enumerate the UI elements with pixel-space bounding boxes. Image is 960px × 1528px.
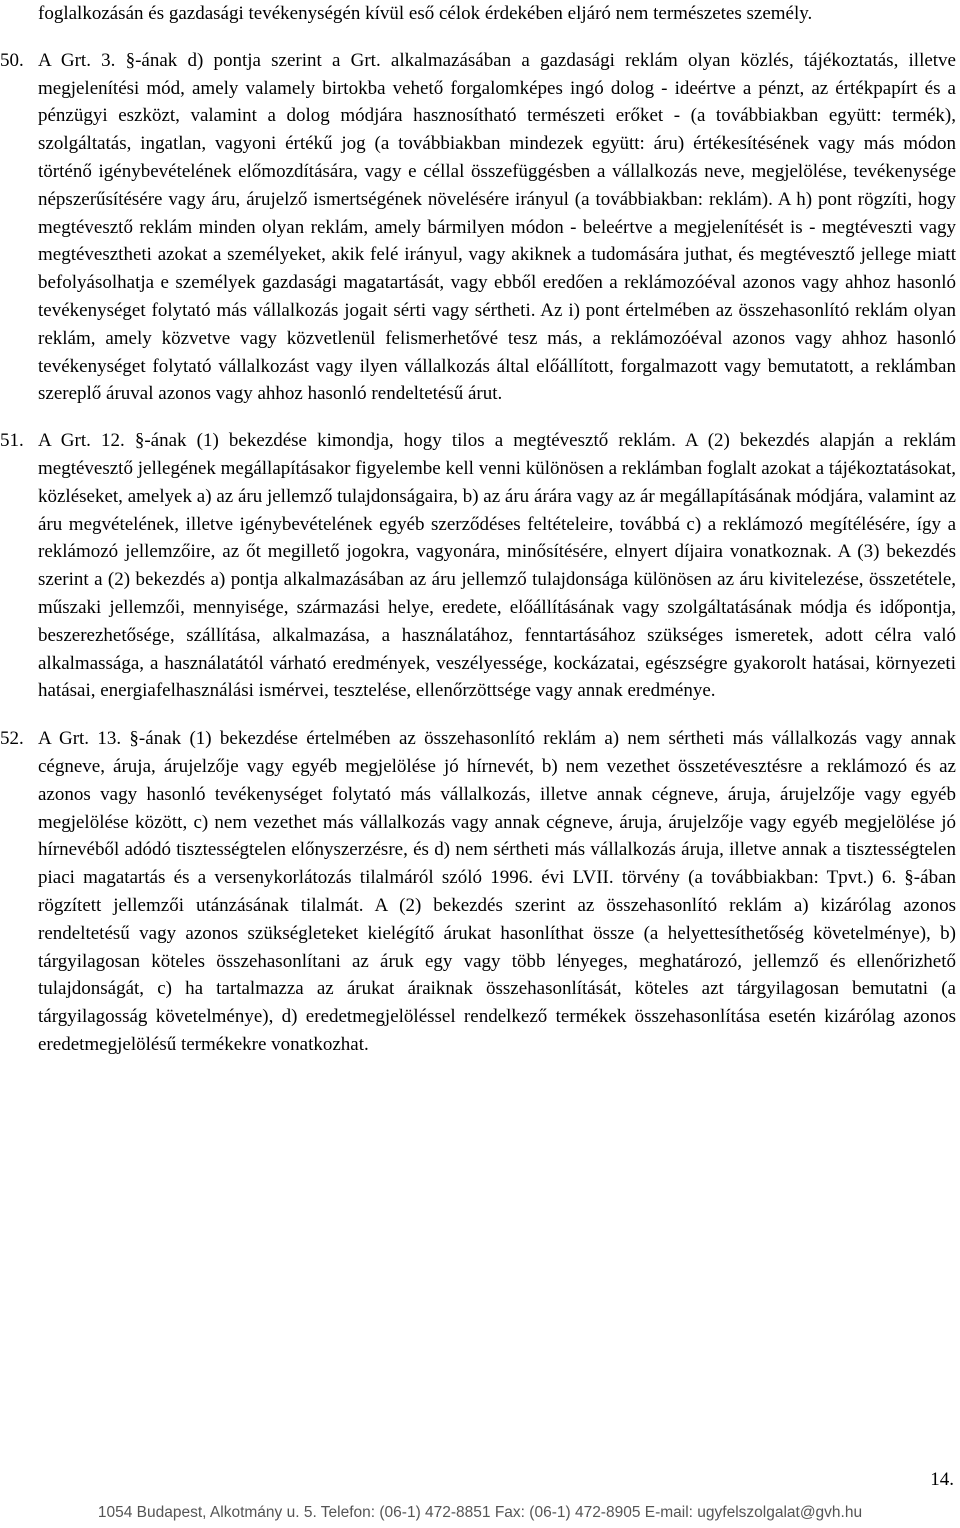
paragraph-text: A Grt. 3. §-ának d) pontja szerint a Grt. alkalmazásában a gazdasági reklám olyan közlés, tájékoztatás, illetve megjelenítési mód, amely valamely birtokba vehető forgalomképes ingó dolog - ideértve a pénzt, az értékpapírt és a pénzügyi eszközt, valamint a dolog módjára hasznosítható természeti erőket - (a továbbiakban együtt: termék), szolgáltatás, ingatlan, vagyoni értékű jog (a továbbiakban mindezek együtt: áru) értékesítésének vagy más módon történő igénybevételének előmozdítására, vagy e céllal összefüggésben a vállalkozás neve, megjelölése, tevékenysége népszerűsítésére vagy áru, árujelző ismertségének növelésére irányul (a továbbiakban: reklám). A h) pont rögzíti, hogy megtévesztő reklám minden olyan reklám, amely bármilyen módon - beleértve a megjelenítését is - megtéveszti vagy megtévesztheti azokat a személyeket, akik felé irányul, vagy akiknek a tudomására juthat, és megtévesztő jellege miatt befolyásolhatja e személyek gazdasági magatartását, vagy ebből eredően a reklámozóéval azonos vagy ahhoz hasonló tevékenységet folytató más vállalkozás jogait sérti vagy sértheti. Az i) pont értelmében az összehasonlító reklám olyan reklám, amely közvetve vagy közvetlenül felismerhetővé tesz más, a reklámozóéval azonos vagy ahhoz hasonló tevékenységet folytató vállalkozást vagy ilyen vállalkozás által előállított, forgalmazott vagy bemutatott, a reklámban szereplő áruval azonos vagy ahhoz hasonló rendeltetésű árut.	[38, 49, 956, 405]
paragraph-number: 52.	[0, 728, 24, 750]
paragraph-50	[0, 47, 956, 408]
page-footer: 1054 Budapest, Alkotmány u. 5. Telefon: (06-1) 472-8851 Fax: (06-1) 472-8905 E-mail: ugyfelszolgalat@gvh.hu	[97, 1504, 863, 1521]
paragraph-text: A Grt. 12. §-ának (1) bekezdése kimondja, hogy tilos a megtévesztő reklám. A (2) bekezdés alapján a reklám megtévesztő jellegének megállapításakor figyelembe kell venni különösen a reklámban foglalt azokat a tájékoztatásokat, közléseket, amelyek a) az áru jellemző tulajdonságaira, b) az áru árára vagy az ár megállapításának módjára, valamint az áru megvételének, illetve igénybevételének egyéb szerződéses feltételeire, továbbá c) a reklámozó megítélésére, így a reklámozó jellemzőire, az őt megillető jogokra, vagyonára, minősítésére, elnyert díjaira vonatkoznak. A (3) bekezdés szerint a (2) bekezdés a) pontja alkalmazásában az áru jellemző tulajdonsága különösen az áru kivitelezése, összetétele, műszaki jellemzői, mennyisége, származási helye, eredete, előállításának vagy szolgáltatásának módja és időpontja, beszerezhetősége, szállítása, alkalmazása, a használatához, fenntartásához szükséges ismeretek, adott célra való alkalmassága, a használatától várható eredmények, veszélyessége, kockázatai, egészségre gyakorolt hatásai, környezeti hatásai, energiafelhasználási ismérvei, tesztelése, ellenőrzöttsége vagy annak eredménye.	[38, 430, 956, 702]
paragraph-number: 51.	[0, 430, 24, 452]
lead-text: foglalkozásán és gazdasági tevékenységén kívül eső célok érdekében eljáró nem természetes személy.	[38, 3, 813, 24]
paragraph-number: 50.	[0, 49, 24, 71]
paragraph-52	[0, 725, 956, 1059]
paragraph-51	[0, 427, 956, 705]
paragraph-text: A Grt. 13. §-ának (1) bekezdése értelmében az összehasonlító reklám a) nem sértheti más vállalkozás vagy annak cégneve, áruja, árujelzője vagy egyéb megjelölése jó hírnevét, b) nem vezethet összetévesztésre a reklámozó és az azonos vagy hasonló tevékenységet folytató más vállalkozás, illetve annak cégneve, áruja, árujelzője vagy egyéb megjelölése között, c) nem vezethet más vállalkozás vagy annak cégneve, áruja, árujelzője vagy egyéb megjelölése jó hírnevéből adódó tisztességtelen előnyszerzésre, és d) nem sértheti más vállalkozás áruja, illetve annak a tisztességtelen piaci magatartás és a versenykorlátozás tilalmáról szóló 1996. évi LVII. törvény (a továbbiakban: Tpvt.) 6. §-ában rögzített jellemzői utánzásának tilalmát. A (2) bekezdés szerint az összehasonlító reklám a) kizárólag azonos rendeltetésű vagy azonos szükségleteket kielégítő árukat hasonlíthat össze (a helyettesíthetőség követelménye), b) tárgyilagosan köteles összehasonlítani az áruk egy vagy több lényeges, meghatározó, jellemző és ellenőrizhető tulajdonságát, c) ha tartalmazza az árukat áraiknak összehasonlítását, köteles azt tárgyilagosan bemutatni (a tárgyilagosság követelménye), d) eredetmegjelöléssel rendelkező termékek összehasonlítása esetén kizárólag azonos eredetmegjelölésű termékekre vonatkozhat.	[38, 728, 956, 1055]
page-number: 14.	[930, 1469, 954, 1490]
